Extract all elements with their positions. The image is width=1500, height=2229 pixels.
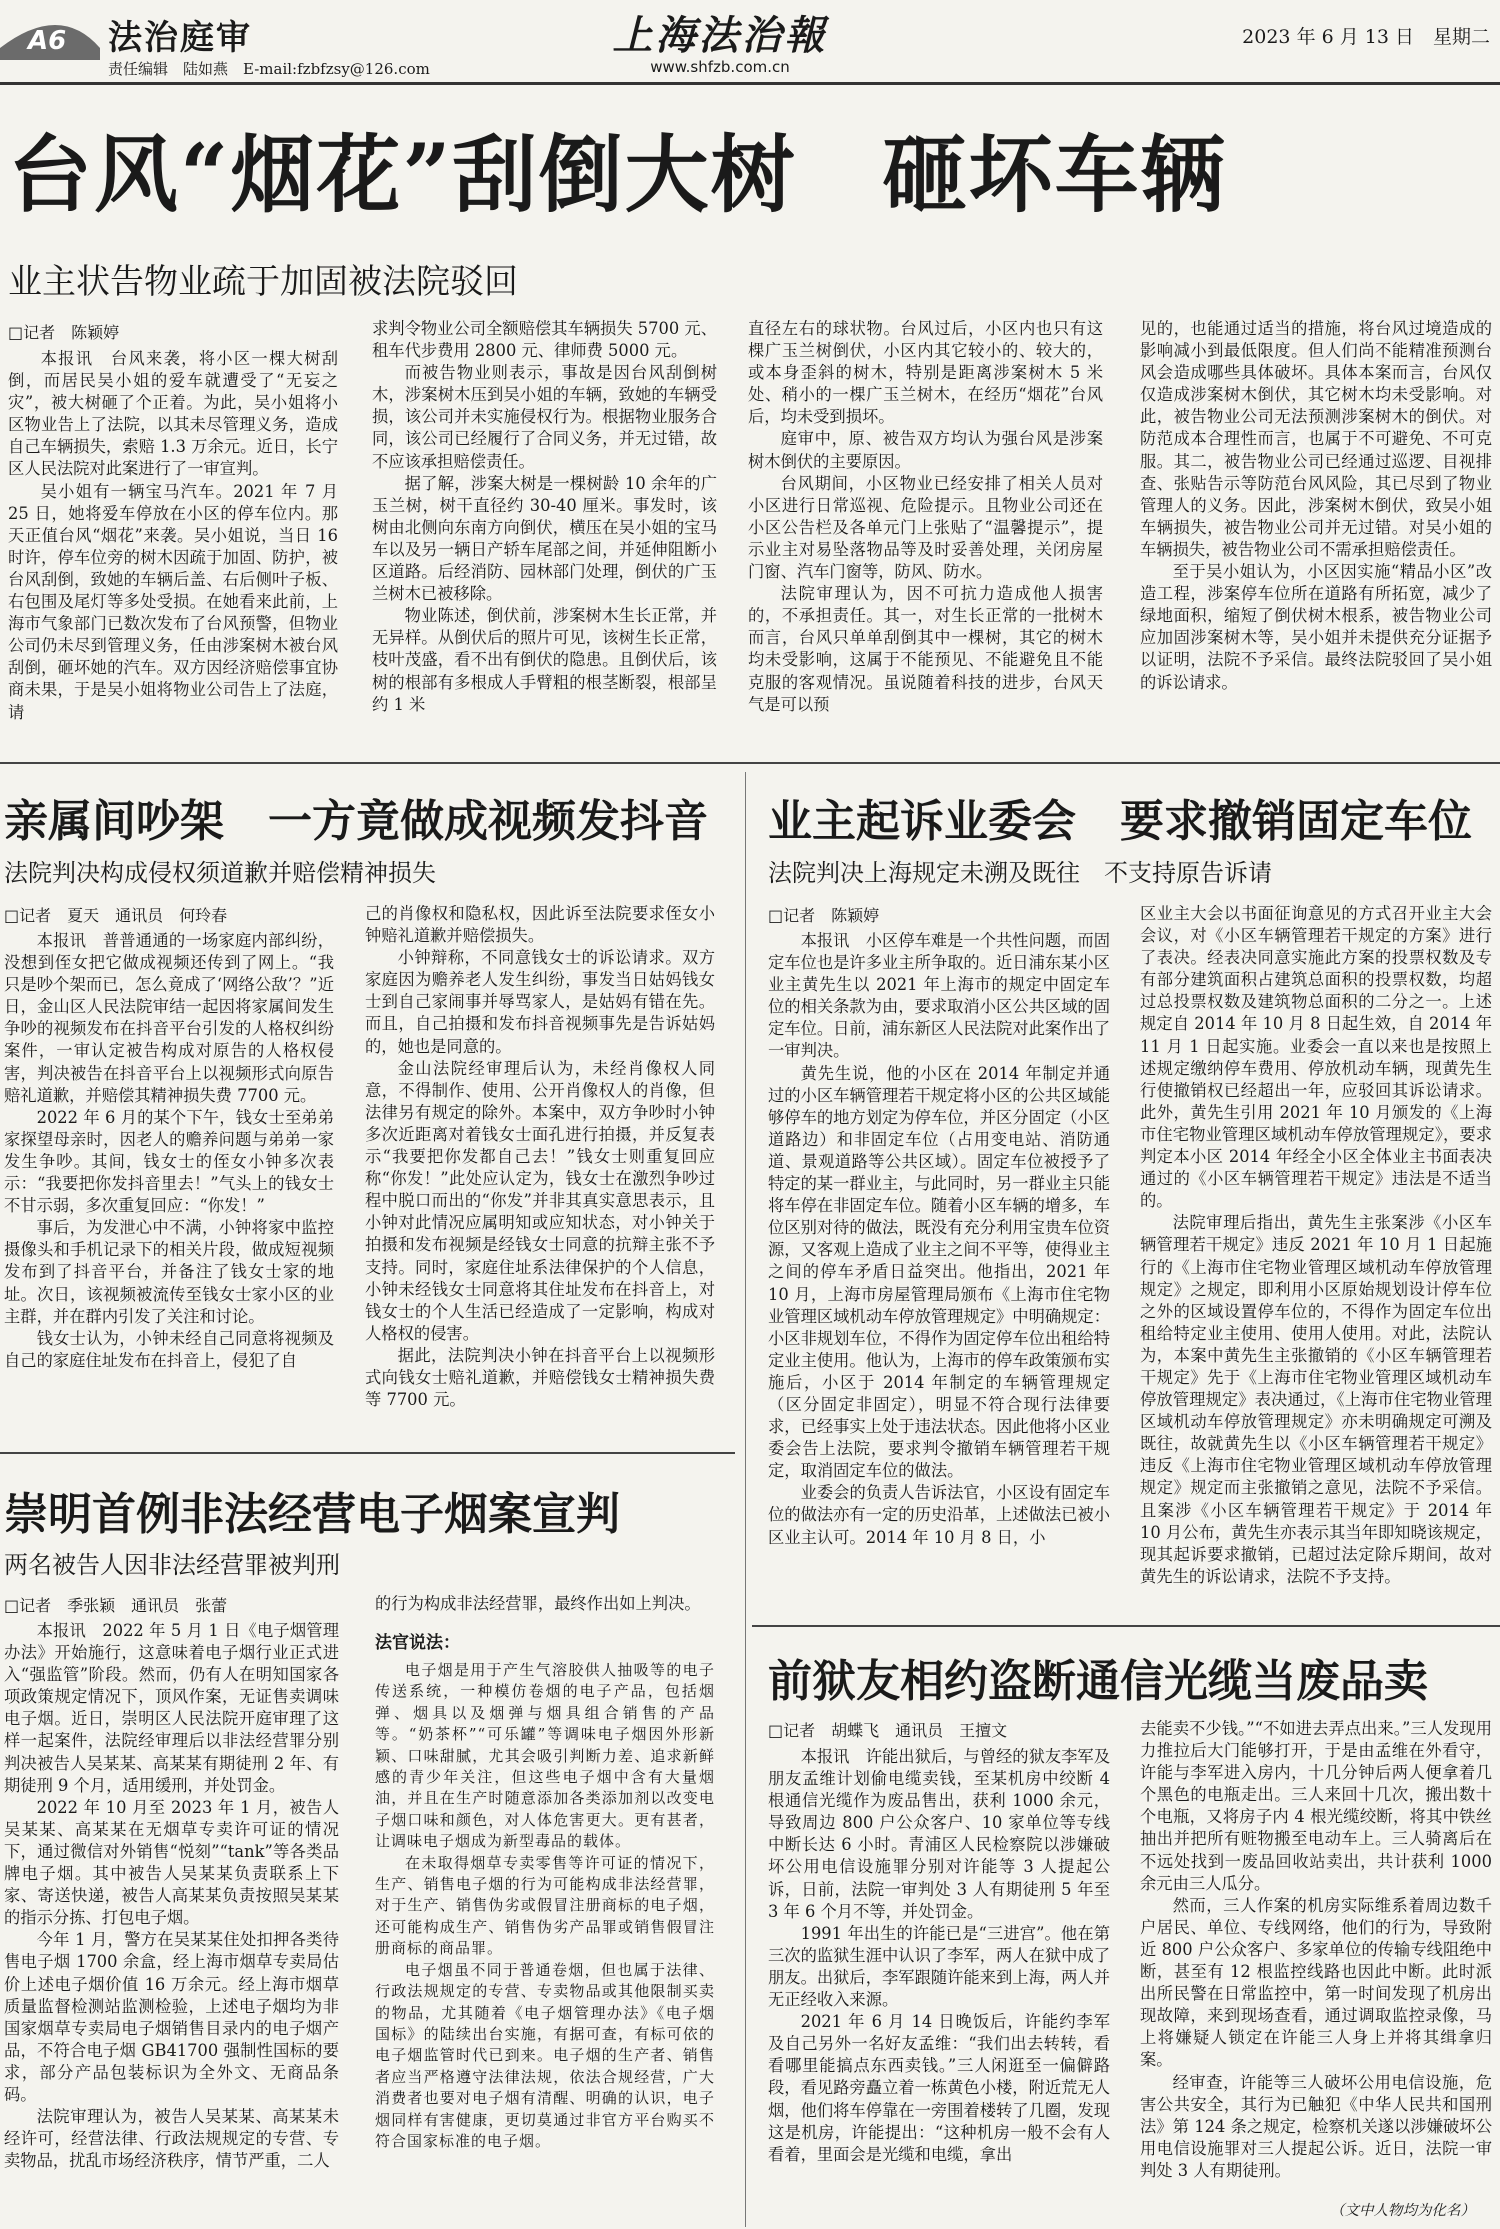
paragraph: 1991 年出生的许能已是“三进宫”。他在第三次的监狱生涯中认识了李军，两人在狱中成了朋友。出狱后，李军跟随许能来到上海，两人并无正经收入来源。 [768,1923,1110,2010]
section-divider [0,1452,735,1454]
article-column [1140,1718,1492,2198]
paragraph: 据了解，涉案大树是一棵树龄 10 余年的广玉兰树，树干直径约 30-40 厘米。事发时，该树由北侧向东南方向倒伏，横压在吴小姐的宝马车以及另一辆日产轿车尾部之间，并延伸阻断小区道路。后经消防、园林部门处理，倒伏的广玉兰树木已被移除。 [372,473,717,604]
paragraph: 本报讯 台风来袭，将小区一棵大树刮倒，而居民吴小姐的爱车就遭受了“无妄之灾”，被大树砸了个正着。为此，吴小姐将小区物业告上了法院，以其未尽管理义务，造成自己车辆损失，索赔 1.3 万余元。近日，长宁区人民法院对此案进行了一审宣判。 [8,349,338,479]
headline-parking: 业主起诉业委会 要求撤销固定车位 [768,796,1472,847]
paragraph: 本报讯 2022 年 5 月 1 日《电子烟管理办法》开始施行，这意味着电子烟行业正式进入“强监管”阶段。然而，仍有人在明知国家各项政策规定情况下，顶风作案，无证售卖调味电子烟。近日，崇明区人民法院开庭审理了这样一起案件，法院经审理后以非法经营罪分别判决被告人吴某某、高某某有期徒刑 2 年、有期徒刑 9 个月，适用缓刑，并处罚金。 [4,1621,339,1795]
paragraph: 电子烟虽不同于普通卷烟，但也属于法律、行政法规规定的专营、专卖物品或其他限制买卖的物品，尤其随着《电子烟管理办法》《电子烟国标》的陆续出台实施，有据可查，有标可依的电子烟监管时代已到来。电子烟的生产者、销售者应当严格遵守法律法规，依法合规经营，广大消费者也要对电子烟有清醒、明确的认识，电子烟同样有害健康，更切莫通过非官方平台购买不符合国家标准的电子烟。 [375,1960,715,2150]
byline-ecig: □记者 季张颖 通讯员 张蕾 [4,1596,228,1615]
paragraph: 2021 年 6 月 14 日晚饭后，许能约李军及自己另外一名好友孟维：“我们出去转转，看看哪里能搞点东西卖钱。”三人闲逛至一偏僻路段，看见路旁矗立着一栋黄色小楼，附近荒无人烟，他们将车停靠在一旁围着楼转了几圈，发现这是机房，许能提出：“这种机房一般不会有人看着，里面会是光缆和电缆，拿出 [768,2012,1110,2164]
headline-relatives: 亲属间吵架 一方竟做成视频发抖音 [4,796,708,847]
paragraph: 黄先生说，他的小区在 2014 年制定并通过的小区车辆管理若干规定将小区的公共区域能够停车的地方划定为停车位，并区分固定（小区道路边）和非固定车位（占用变电站、消防通道、景观道路等公共区域）。固定车位被授予了特定的某一群业主，与此同时，另一群业主只能将车停在非固定车位。随着小区车辆的增多，车位区别对待的做法，既没有充分利用宝贵车位资源，又客观上造成了业主之间不平等，使得业主之间的停车矛盾日益突出。他指出，2021 年 10 月，上海市房屋管理局颁布《上海市住宅物业管理区域机动车停放管理规定》中明确规定：小区非规划车位，不得作为固定停车位出租给特定业主使用。他认为，上海市的停车政策颁布实施后，小区于 2014 年制定的车辆管理规定（区分固定非固定），明显不符合现行法律要求，已经事实上处于违法状态。因此他将小区业委会告上法院，要求判令撤销车辆管理若干规定，取消固定车位的做法。 [768,1063,1110,1481]
paragraph: 今年 1 月，警方在吴某某住处扣押各类待售电子烟 1700 余盒，经上海市烟草专卖局估价上述电子烟价值 16 万余元。经上海市烟草质量监督检测站监测检验，上述电子烟均为非国家烟草专卖局电子烟销售目录内的电子烟产品，不符合电子烟 GB41700 强制性国标的要求，部分产品包装标识为全外文、无商品条码。 [4,1930,339,2104]
paragraph: 2022 年 10 月至 2023 年 1 月，被告人吴某某、高某某在无烟草专卖许可证的情况下，通过微信对外销售“悦刻”“tank”等各类品牌电子烟。其中被告人吴某某负责联系上下家、寄送快递，被告人高某某负责按照吴某某的指示分拣、打包电子烟。 [4,1797,339,1928]
paragraph: 在未取得烟草专卖零售等许可证的情况下，生产、销售电子烟的行为可能构成非法经营罪，对于生产、销售伪劣或假冒注册商标的电子烟，还可能构成生产、销售伪劣产品罪或销售假冒注册商标的商品罪。 [375,1853,715,1958]
paragraph: 的行为构成非法经营罪，最终作出如上判决。 [375,1594,701,1613]
article-column [4,1620,339,2225]
paragraph: 己的肖像权和隐私权，因此诉至法院要求侄女小钟赔礼道歉并赔偿损失。 [365,904,715,946]
article-column [748,318,1103,748]
paragraph: 据此，法院判决小钟在抖音平台上以视频形式向钱女士赔礼道歉，并赔偿钱女士精神损失费等 7700 元。 [365,1345,715,1410]
paragraph: 至于吴小姐认为，小区因实施“精品小区”改造工程，涉案停车位所在道路有所拓宽，减少了绿地面积，缩短了倒伏树木根系，被告物业公司应加固涉案树木等，吴小姐并未提供充分证据予以证明，法院不予采信。最终法院驳回了吴小姐的诉讼请求。 [1140,562,1492,692]
editors-line: 责任编辑 陆如燕 E-mail:fzbfzsy@126.com [108,60,430,78]
header-rule [0,82,1500,85]
article-column [365,903,715,1440]
paragraph: 物业陈述，倒伏前，涉案树木生长正常，并无异样。从倒伏后的照片可见，该树生长正常，枝叶茂盛，看不出有倒伏的隐患。且倒伏后，该树的根部有多根成人手臂粗的根茎断裂，根部呈约 1 米 [372,606,717,714]
article-column [1140,903,1492,1613]
subhead-parking: 法院判决上海规定未溯及既往 不支持原告诉请 [768,859,1272,887]
page-number: A6 [28,26,67,56]
article-column [768,930,1110,1610]
article-column [372,318,717,748]
paragraph: 区业主大会以书面征询意见的方式召开业主大会会议，对《小区车辆管理若干规定的方案》进行了表决。经表决同意实施此方案的投票权数及专有部分建筑面积占建筑总面积的投票权数，均超过总投票权数及建筑物总面积的二分之一。上述规定自 2014 年 10 月 8 日起生效，自 2014 年 11 月 1 日起实施。业委会一直以来也是按照上述规定缴纳停车费用、停放机动车辆，现黄先生行使撤销权已经超出一年，应驳回其诉讼请求。此外，黄先生引用 2021 年 10 月颁发的《上海市住宅物业管理区域机动车停放管理规定》，要求判定本小区 2014 年经全小区全体业主书面表决通过的《小区车辆管理若干规定》违法是不适当的。 [1140,904,1492,1211]
headline-cable: 前狱友相约盗断通信光缆当废品卖 [768,1656,1428,1707]
paragraph: 本报讯 许能出狱后，与曾经的狱友李军及朋友孟维计划偷电缆卖钱，至某机房中绞断 4 根通信光缆作为废品售出，获利 1000 余元，导致周边 800 户公众客户、10 家单位等专线中断长达 6 小时。青浦区人民检察院以涉嫌破坏公用电信设施罪分别对许能等 3 人提起公诉，日前，法院一审判处 3 人有期徒刑 5 年至 3 年 6 个月不等，并处罚金。 [768,1747,1110,1921]
judge-commentary-title: 法官说法： [375,1633,460,1653]
byline-cable: □记者 胡蝶飞 通讯员 王擅文 [768,1721,1008,1740]
paragraph: 2022 年 6 月的某个下午，钱女士至弟弟家探望母亲时，因老人的赡养问题与弟弟一家发生争吵。其间，钱女士的侄女小钟多次表示：“我要把你发抖音里去！”气头上的钱女士不甘示弱，多次重复回应：“你发！” [4,1107,334,1216]
column-divider [745,772,746,2227]
paragraph: 庭审中，原、被告双方均认为强台风是涉案树木倒伏的主要原因。 [748,429,1103,471]
paragraph: 本报讯 小区停车难是一个共性问题，而固定车位也是许多业主所争取的。近日浦东某小区业主黄先生以 2021 年上海市的规定中固定车位的相关条款为由，要求取消小区公共区域的固定车位。日前，浦东新区人民法院对此案作出了一审判决。 [768,931,1110,1061]
paragraph: 小钟辩称，不同意钱女士的诉讼请求。双方家庭因为赡养老人发生纠纷，事发当日姑妈钱女士到自己家闹事并辱骂家人，是姑妈有错在先。而且，自己拍摄和发布抖音视频事先是告诉姑妈的，她也是同意的。 [365,948,715,1056]
section-divider [752,1625,1500,1627]
subhead-relatives: 法院判决构成侵权须道歉并赔偿精神损失 [4,859,436,887]
paragraph: 直径左右的球状物。台风过后，小区内也只有这棵广玉兰树倒伏，小区内其它较小的、较大的，或本身歪斜的树木，特别是距离涉案树木 5 米处、稍小的一棵广玉兰树木，在经历“烟花”台风后，均未受到损坏。 [748,319,1103,427]
paragraph: 吴小姐有一辆宝马汽车。2021 年 7 月 25 日，她将爱车停放在小区的停车位内。那天正值台风“烟花”来袭。吴小姐说，当日 16 时许，停车位旁的树木因疏于加固、防护，被台风刮倒，致她的车辆后盖、右后侧叶子板、右包围及尾灯等多处受损。在她看来此前，上海市气象部门已数次发布了台风预警，但物业公司仍未尽到管理义务，任由涉案树木被台风刮倒，砸坏她的汽车。双方因经济赔偿事宜协商未果，于是吴小姐将物业公司告上了法庭，请 [8,481,338,722]
article-column [8,348,338,748]
paragraph: 见的，也能通过适当的措施，将台风过境造成的影响减小到最低限度。但人们尚不能精准预测台风会造成哪些具体破坏。具体本案而言，台风仅仅造成涉案树木倒伏，其它树木均未受影响。对此，被告物业公司无法预测涉案树木的倒伏。对防范成本合理性而言，也属于不可避免、不可克服。其二，被告物业公司已经通过巡逻、目视排查、张贴告示等防范台风风险，其已尽到了物业管理人的义务。因此，涉案树木倒伏，致吴小姐车辆损失，被告物业公司并无过错。对吴小姐的车辆损失，被告物业公司不需承担赔偿责任。 [1140,319,1492,559]
paragraph: 本报讯 普普通通的一场家庭内部纠纷，没想到侄女把它做成视频还传到了网上。“我只是吵个架而已，怎么竟成了‘网络公敌’？”近日，金山区人民法院审结一起因将家属间发生争吵的视频发布在抖音平台引发的人格权纠纷案件，一审认定被告构成对原告的人格权侵害，判决被告在抖音平台上以视频形式向原告赔礼道歉，并赔偿其精神损失费 7700 元。 [4,931,334,1105]
names-note: （文中人物均为化名） [1330,2203,1475,2219]
paragraph: 金山法院经审理后认为，未经肖像权人同意，不得制作、使用、公开肖像权人的肖像，但法律另有规定的除外。本案中，双方争吵时小钟多次近距离对着钱女士面孔进行拍摄，并反复表示“我要把你发都自己去！”钱女士则重复回应称“你发！”此处应认定为，钱女士在激烈争吵过程中脱口而出的“你发”并非其真实意思表示，且小钟对此情况应属明知或应知状态，对小钟关于拍摄和发布视频是经钱女士同意的抗辩主张不予支持。同时，家庭住址系法律保护的个人信息，小钟未经钱女士同意将其住址发布在抖音上，对钱女士的个人生活已经造成了一定影响，构成对人格权的侵害。 [365,1058,715,1343]
paragraph: 法院审理认为，被告人吴某某、高某某未经许可，经营法律、行政法规规定的专营、专卖物品，扰乱市场经济秩序，情节严重，二人 [4,2107,339,2171]
byline-typhoon: □记者 陈颖婷 [8,323,120,342]
headline-typhoon: 台风“烟花”刮倒大树 砸坏车辆 [8,125,1227,224]
article-column [375,1593,715,1623]
paragraph: 事后，为发泄心中不满，小钟将家中监控摄像头和手机记录下的相关片段，做成短视频发布到了抖音平台，并备注了钱女士家的地址。次日，该视频被流传至钱女士家小区的业主群，并在群内引发了关注和讨论。 [4,1218,334,1326]
subhead-typhoon: 业主状告物业疏于加固被法院驳回 [8,262,518,302]
paragraph: 业委会的负责人告诉法官，小区设有固定车位的做法亦有一定的历史沿革，上述做法已被小区业主认可。2014 年 10 月 8 日，小 [768,1483,1110,1547]
headline-ecig: 崇明首例非法经营电子烟案宣判 [4,1489,620,1540]
paragraph: 台风期间，小区物业已经安排了相关人员对小区进行日常巡视、危险提示。且物业公司还在小区公告栏及各单元门上张贴了“温馨提示”，提示业主对易坠落物品等及时妥善处理，关闭房屋门窗、汽车门窗等，防风、防水。 [748,473,1103,582]
issue-date: 2023 年 6 月 13 日 星期二 [1242,26,1490,48]
paragraph: 电子烟是用于产生气溶胶供人抽吸等的电子传送系统，一种模仿卷烟的电子产品，包括烟弹、烟具以及烟弹与烟具组合销售的产品等。“奶茶杯”“可乐罐”等调味电子烟因外形新颖、口味甜腻，尤其会吸引判断力差、追求新鲜感的青少年关注，但这些电子烟中含有大量烟油，并且在生产时随意添加各类添加剂以改变电子烟口味和颜色，对人体危害更大。更有甚者，让调味电子烟成为新型毒品的载体。 [375,1661,715,1851]
article-column [4,930,334,1440]
byline-parking: □记者 陈颖婷 [768,906,880,925]
subhead-ecig: 两名被告人因非法经营罪被判刑 [4,1551,340,1579]
newspaper-url: www.shfzb.com.cn [650,58,790,76]
article-column [1140,318,1492,748]
paragraph: 求判令物业公司全额赔偿其车辆损失 5700 元、租车代步费用 2800 元、律师费 5000 元。 [372,319,717,361]
newspaper-masthead: 上海法治報 [612,12,828,59]
article-column [768,1746,1110,2226]
paragraph: 经审查，许能等三人破坏公用电信设施，危害公共安全，其行为已触犯《中华人民共和国刑法》第 124 条之规定，检察机关遂以涉嫌破坏公用电信设施罪对三人提起公诉。近日，法院一审判处 3 人有期徒刑。 [1140,2072,1492,2180]
section-title: 法治庭审 [108,18,252,58]
paragraph: 然而，三人作案的机房实际维系着周边数千户居民、单位、专线网络，他们的行为，导致附近 800 户公众客户、多家单位的传输专线阻绝中断，甚至有 12 根监控线路也因此中断。此时派出所民警在日常监控中，第一时间发现了机房出现故障，来到现场查看，通过调取监控录像，马上将嫌疑人锁定在许能三人身上并将其缉拿归案。 [1140,1895,1492,2070]
section-divider [0,762,1500,764]
paragraph: 法院审理认为，因不可抗力造成他人损害的，不承担责任。其一，对生长正常的一批树木而言，台风只单单刮倒其中一棵树，其它的树木均未受影响，这属于不能预见、不能避免且不能克服的客观情况。虽说随着科技的进步，台风天气是可以预 [748,584,1103,714]
byline-relatives: □记者 夏天 通讯员 何玲春 [4,906,228,925]
paragraph: 而被告物业则表示，事故是因台风刮倒树木，涉案树木压到吴小姐的车辆，致她的车辆受损，该公司并未实施侵权行为。根据物业服务合同，该公司已经履行了合同义务，并无过错，故不应该承担赔偿责任。 [372,363,717,471]
paragraph: 去能卖不少钱。”“不如进去弄点出来。”三人发现用力推拉后大门能够打开，于是由孟维在外看守，许能与李军进入房内，十几分钟后两人便拿着几个黑色的电瓶走出。三人来回十几次，搬出数十个电瓶，又将房子内 4 根光缆绞断，将其中铁丝抽出并把所有赃物搬至电动车上。三人骑离后在不远处找到一废品回收站卖出，共计获利 1000 余元由三人瓜分。 [1140,1719,1492,1893]
judge-commentary [375,1660,715,2225]
paragraph: 法院审理后指出，黄先生主张案涉《小区车辆管理若干规定》违反 2021 年 10 月 1 日起施行的《上海市住宅物业管理区域机动车停放管理规定》之规定，即利用小区原始规划设计停车位之外的区域设置停车位的，不得作为固定车位出租给特定业主使用、使用人使用。对此，法院认为，本案中黄先生主张撤销的《小区车辆管理若干规定》先于《上海市住宅物业管理区域机动车停放管理规定》表决通过，《上海市住宅物业管理区域机动车停放管理规定》亦未明确规定可溯及既往，故就黄先生以《小区车辆管理若干规定》违反《上海市住宅物业管理区域机动车停放管理规定》规定而主张撤销之意见，法院不予采信。且案涉《小区车辆管理若干规定》于 2014 年 10 月公布，黄先生亦表示其当年即知晓该规定，现其起诉要求撤销，已超过法定除斥期间，故对黄先生的诉讼请求，法院不予支持。 [1140,1213,1492,1586]
paragraph: 钱女士认为，小钟未经自己同意将视频及自己的家庭住址发布在抖音上，侵犯了自 [4,1328,334,1370]
